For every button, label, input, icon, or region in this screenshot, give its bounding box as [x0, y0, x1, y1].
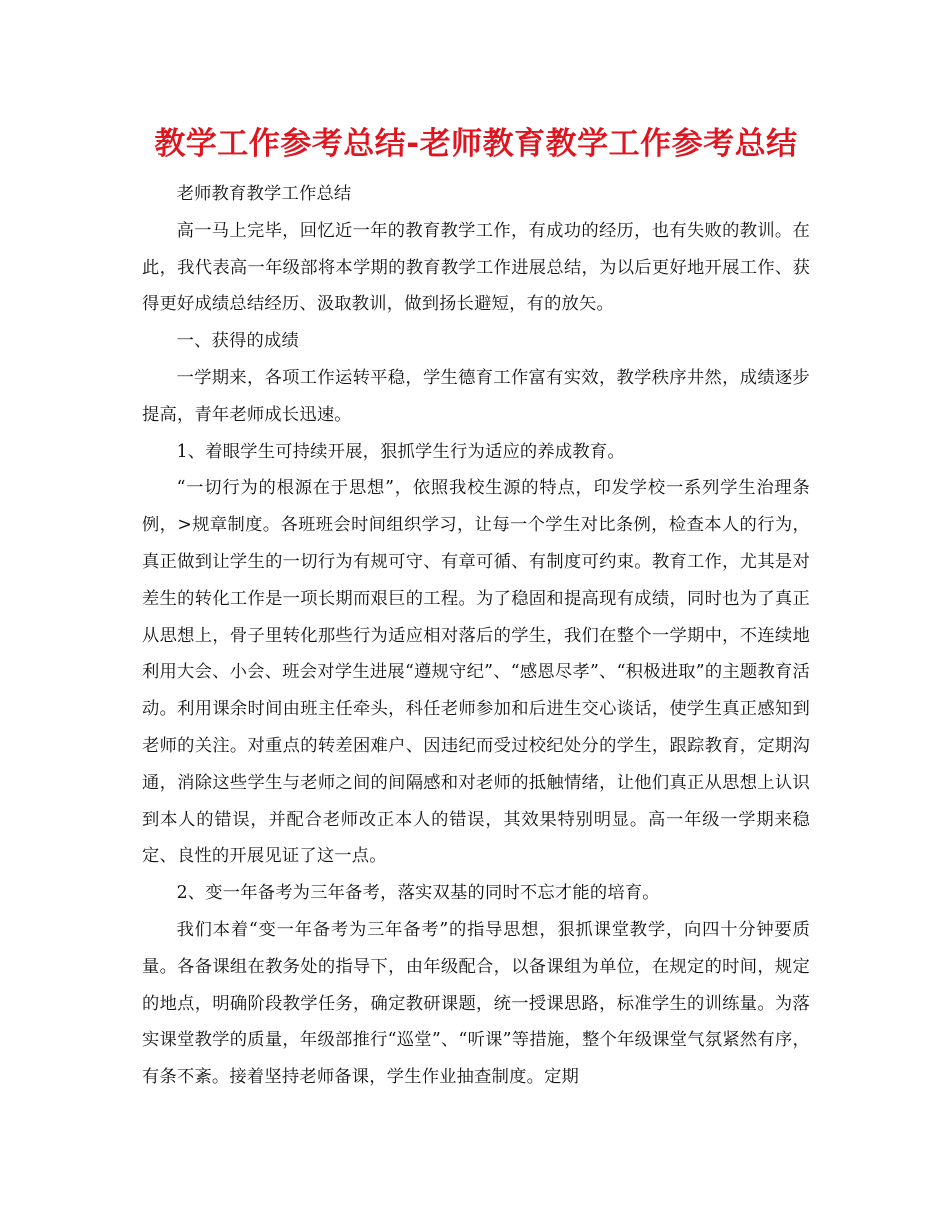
- achievements-paragraph: 一学期来，各项工作运转平稳，学生德育工作富有实效，教学秩序井然，成绩逐步提高，青年老师成长迅速。: [142, 367, 810, 425]
- subtitle-paragraph: 老师教育教学工作总结: [176, 184, 352, 204]
- point-2-paragraph: 我们本着“变一年备考为三年备考”的指导思想，狠抓课堂教学，向四十分钟要质量。各备课组在教务处的指导下，由年级配合，以备课组为单位，在规定的时间，规定的地点，明确阶段教学任务，确定教研课题，统一授课思路，标准学生的训练量。为落实课堂教学的质量，年级部推行“巡堂”、“听课”等措施，整个年级课堂气氛紧然有序，有条不紊。接着坚持老师备课，学生作业抽查制度。定期: [142, 919, 810, 1088]
- point-2-heading: 2、变一年备考为三年备考，落实双基的同时不忘才能的培育。: [176, 883, 660, 904]
- point-1-heading: 1、着眼学生可持续开展，狠抓学生行为适应的养成教育。: [176, 441, 625, 462]
- point-1-paragraph: “一切行为的根源在于思想”，依照我校生源的特点，印发学校一系列学生治理条例，>规章制度。各班班会时间组织学习，让每一个学生对比条例，检查本人的行为，真正做到让学生的一切行为有规可守、有章可循、有制度可约束。教育工作，尤其是对差生的转化工作是一项长期而艰巨的工程。为了稳固和提高现有成绩，同时也为了真正从思想上，骨子里转化那些行为适应相对落后的学生，我们在整个一学期中，不连续地利用大会、小会、班会对学生进展“遵规守纪”、“感恩尽孝”、“积极进取”的主题教育活动。利用课余时间由班主任牵头，科任老师参加和后进生交心谈话，使学生真正感知到老师的关注。对重点的转差困难户、因违纪而受过校纪处分的学生，跟踪教育，定期沟通，消除这些学生与老师之间的间隔感和对老师的抵触情绪，让他们真正从思想上认识到本人的错误，并配合老师改正本人的错误，其效果特别明显。高一年级一学期来稳定、良性的开展见证了这一点。: [142, 478, 810, 867]
- section-heading-achievements: 一、获得的成绩: [176, 331, 299, 352]
- document-title: 教学工作参考总结-老师教育教学工作参考总结: [154, 126, 798, 162]
- document-page: [142, 118, 810, 1096]
- intro-paragraph: 高一马上完毕，回忆近一年的教育教学工作，有成功的经历，也有失败的教训。在此，我代表高一年级部将本学期的教育教学工作进展总结，为以后更好地开展工作、获得更好成绩总结经历、汲取教训，做到扬长避短，有的放矢。: [142, 220, 810, 315]
